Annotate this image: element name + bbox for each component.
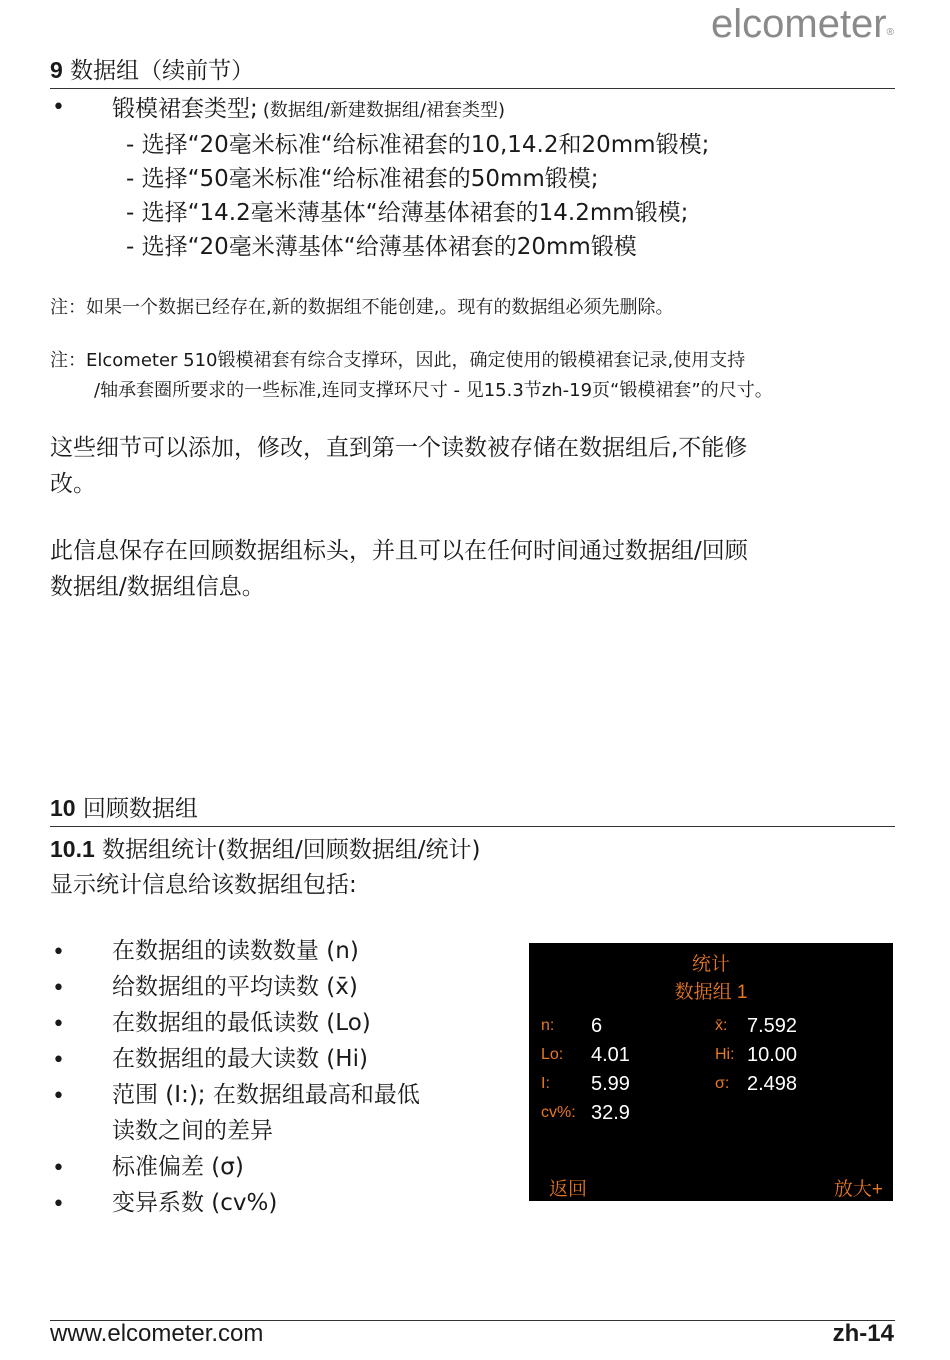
zoom-softkey[interactable]: 放大+ [833,1179,883,1200]
skirt-type-bullet [112,94,505,126]
subsection-10-1-number: 10.1 [50,836,95,862]
stat-bullet-hi: 在数据组的最大读数 (Hi) [112,1046,368,1072]
section-9-heading [50,55,895,89]
bullet-dot: • [52,1012,65,1037]
stat-lo-label: Lo: [541,1046,564,1063]
stat-cv-value: 32.9 [591,1102,630,1124]
stat-n-label: n: [541,1017,555,1034]
stat-hi-value: 10.00 [747,1044,798,1066]
stat-sigma-label: σ: [715,1075,730,1092]
bullet-dot: • [52,976,65,1001]
skirt-type-menu-path: (数据组/新建数据组/裙套类型) [262,100,506,121]
stat-lo-value: 4.01 [591,1044,630,1066]
stat-cv-label: cv%: [541,1104,576,1121]
bullet-dot: • [52,1192,65,1217]
section-9-number: 9 [50,57,63,83]
note-skirt-line-2: /轴承套圈所要求的一些标准,连同支撑环尺寸 - 见15.3节zh-19页“锻模裙套”的尺寸。 [94,380,773,401]
page-number: zh-14 [832,1320,894,1347]
stat-mean-value: 7.592 [747,1015,798,1037]
stat-n-value: 6 [591,1015,603,1037]
footer-website[interactable]: www.elcometer.com [50,1320,264,1347]
stat-bullet-lo: 在数据组的最低读数 (Lo) [112,1010,371,1036]
paragraph-info-saved [50,533,890,605]
skirt-type-title: 锻模裙套类型; [112,96,258,122]
skirt-option-3: - 选择“14.2毫米薄基体“给薄基体裙套的14.2mm锻模; [126,200,689,226]
stat-bullet-sigma: 标准偏差 (σ) [112,1154,244,1180]
stat-bullet-cv: 变异系数 (cv%) [112,1190,278,1216]
bullet-dot: • [52,95,65,120]
subsection-10-1-title: 数据组统计(数据组/回顾数据组/统计) [102,837,481,863]
screen-batch-name: 数据组 1 [674,982,748,1003]
section-9-title: 数据组（续前节） [70,58,255,84]
stat-sigma-value: 2.498 [747,1073,798,1095]
paragraph-edit-line-2: 改。 [50,471,96,497]
paragraph-edit-details [50,430,890,502]
skirt-option-2: - 选择“50毫米标准“给标准裙套的50mm锻模; [126,166,599,192]
statistics-intro: 显示统计信息给该数据组包括: [50,872,357,898]
gauge-statistics-screen [529,943,893,1201]
paragraph-info-line-1: 此信息保存在回顾数据组标头，并且可以在任何时间通过数据组/回顾 [50,538,748,564]
bullet-dot: • [52,1084,65,1109]
bullet-dot: • [52,1048,65,1073]
section-10-heading [50,793,895,827]
stat-hi-label: Hi: [715,1046,735,1063]
bullet-dot: • [52,940,65,965]
subsection-10-1-heading [50,834,481,865]
skirt-option-4: - 选择“20毫米薄基体“给薄基体裙套的20mm锻模 [126,234,637,260]
stat-bullet-range: 范围 (I:); 在数据组最高和最低 [112,1082,420,1108]
registered-mark: ® [886,27,894,38]
section-10-title: 回顾数据组 [82,796,198,822]
screen-title: 统计 [691,954,730,975]
stat-bullet-mean: 给数据组的平均读数 (x̄) [112,974,358,1000]
note-skirt-line-1: 注：Elcometer 510锻模裙套有综合支撑环，因此，确定使用的锻模裙套记录,使用支持 [50,350,746,371]
stat-range-label: I: [541,1075,550,1092]
stat-bullet-range-cont: 读数之间的差异 [112,1118,273,1144]
section-10-number: 10 [50,795,76,821]
bullet-dot: • [52,1156,65,1181]
brand-logo-text: elcometer [711,2,887,46]
note-existing-batch: 注：如果一个数据已经存在,新的数据组不能创建,。现有的数据组必须先删除。 [50,297,674,318]
stat-range-value: 5.99 [591,1073,630,1095]
skirt-option-1: - 选择“20毫米标准“给标准裙套的10,14.2和20mm锻模; [126,132,710,158]
paragraph-info-line-2: 数据组/数据组信息。 [50,574,265,600]
brand-logo [711,2,894,47]
stat-mean-label: x̄: [715,1017,728,1034]
paragraph-edit-line-1: 这些细节可以添加，修改，直到第一个读数被存储在数据组后,不能修 [50,435,748,461]
back-softkey[interactable]: 返回 [549,1179,588,1200]
stat-bullet-n: 在数据组的读数数量 (n) [112,938,359,964]
